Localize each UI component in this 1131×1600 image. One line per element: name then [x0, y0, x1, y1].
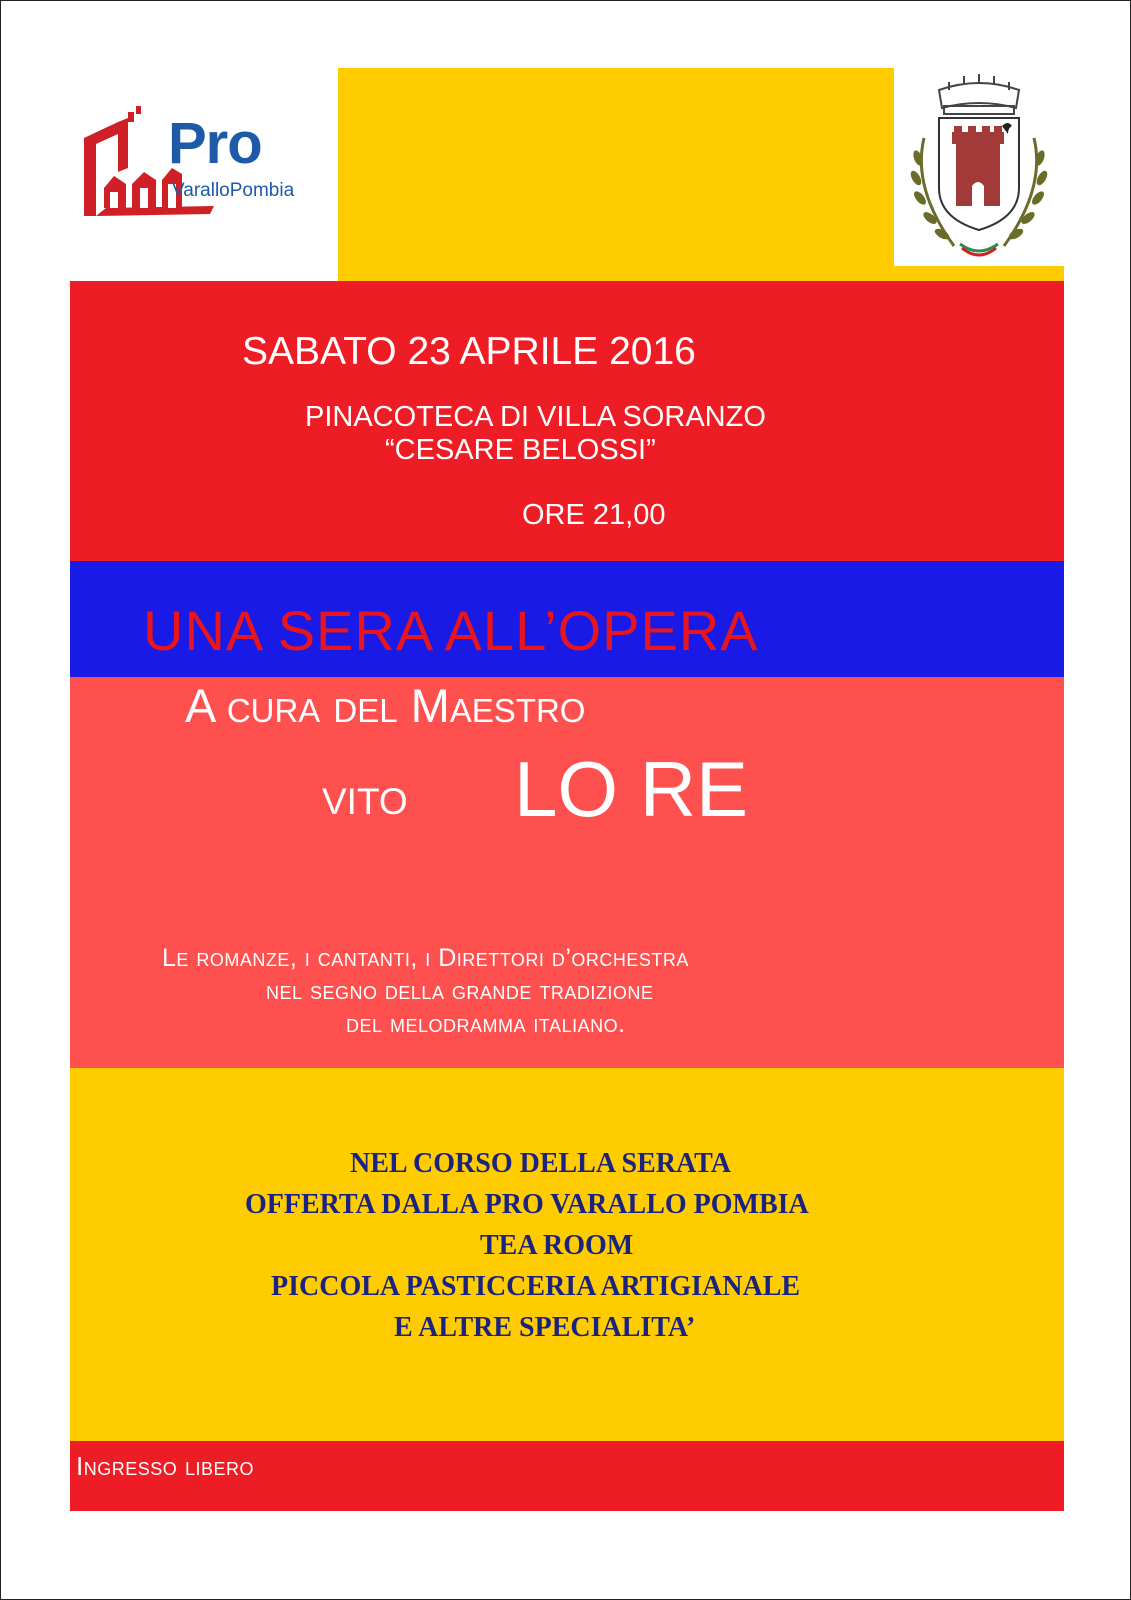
description-line-3: del melodramma italiano. — [346, 1010, 626, 1038]
event-title: UNA SERA ALL’OPERA — [143, 599, 759, 662]
note-line-5: E ALTRE SPECIALITA’ — [394, 1312, 696, 1343]
note-line-4: PICCOLA PASTICCERIA ARTIGIANALE — [271, 1271, 801, 1302]
note-line-2: OFFERTA DALLA PRO VARALLO POMBIA — [245, 1189, 809, 1220]
description-line-1: Le romanze, i cantanti, i Direttori d’orchestra — [162, 944, 689, 972]
curator-first-name: vito — [322, 767, 408, 826]
coat-of-arms-icon — [894, 68, 1064, 266]
description-line-2: nel segno della grande tradizione — [266, 977, 654, 1005]
free-entry-label: Ingresso libero — [76, 1451, 254, 1481]
logo-brand-text: Pro — [168, 111, 262, 176]
curator-last-name: LO RE — [514, 745, 749, 833]
event-venue-line-1: PINACOTECA DI VILLA SORANZO — [305, 401, 766, 433]
pro-varallo-pombia-logo — [70, 68, 338, 281]
event-venue-line-2: “CESARE BELOSSI” — [385, 434, 656, 466]
event-time: ORE 21,00 — [522, 499, 666, 531]
municipal-crest — [894, 68, 1064, 266]
note-line-1: NEL CORSO DELLA SERATA — [350, 1148, 731, 1179]
event-date: SABATO 23 APRILE 2016 — [242, 330, 696, 373]
logo-town-text: VaralloPombia — [172, 180, 295, 201]
note-line-3: TEA ROOM — [480, 1230, 634, 1261]
curator-line: A cura del Maestro — [185, 679, 586, 732]
